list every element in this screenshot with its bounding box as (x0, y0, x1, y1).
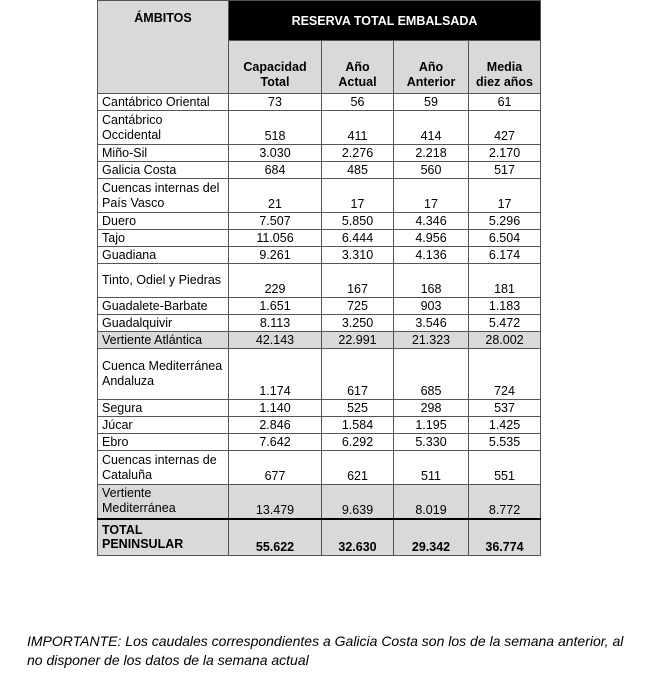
table-row (98, 298, 541, 315)
row-value: 1.195 (394, 417, 469, 434)
row-value: 6.444 (322, 230, 394, 247)
row-value: 17 (469, 179, 541, 213)
row-value: 518 (229, 111, 322, 145)
row-value: 42.143 (229, 332, 322, 349)
table-row (98, 434, 541, 451)
row-value: 6.174 (469, 247, 541, 264)
row-value: 6.504 (469, 230, 541, 247)
table-row (98, 485, 541, 519)
table-body (98, 94, 541, 556)
row-value: 168 (394, 264, 469, 298)
footnote-label: IMPORTANTE: (27, 633, 122, 649)
row-value: 537 (469, 400, 541, 417)
row-value: 414 (394, 111, 469, 145)
row-value: 1.584 (322, 417, 394, 434)
header-reserva-total: RESERVA TOTAL EMBALSADA (229, 1, 541, 41)
row-value: 8.019 (394, 485, 469, 519)
table-row (98, 145, 541, 162)
table-row (98, 94, 541, 111)
row-value: 2.846 (229, 417, 322, 434)
row-value: 11.056 (229, 230, 322, 247)
row-name: Galicia Costa (98, 162, 229, 179)
row-name: Cantábrico Oriental (98, 94, 229, 111)
row-value: 55.622 (229, 519, 322, 556)
row-value: 32.630 (322, 519, 394, 556)
row-value: 5.850 (322, 213, 394, 230)
row-value: 2.170 (469, 145, 541, 162)
header-anio-anterior: Año Anterior (394, 41, 469, 94)
table-row (98, 417, 541, 434)
row-name: Duero (98, 213, 229, 230)
row-value: 725 (322, 298, 394, 315)
footnote (27, 632, 627, 670)
table-row (98, 162, 541, 179)
row-name: Segura (98, 400, 229, 417)
row-value: 485 (322, 162, 394, 179)
row-value: 298 (394, 400, 469, 417)
row-value: 9.639 (322, 485, 394, 519)
table-row (98, 111, 541, 145)
row-value: 21 (229, 179, 322, 213)
row-value: 2.276 (322, 145, 394, 162)
row-value: 8.113 (229, 315, 322, 332)
row-name: Ebro (98, 434, 229, 451)
row-value: 517 (469, 162, 541, 179)
table-row (98, 332, 541, 349)
row-value: 21.323 (394, 332, 469, 349)
row-value: 685 (394, 349, 469, 400)
row-value: 903 (394, 298, 469, 315)
row-value: 9.261 (229, 247, 322, 264)
row-value: 617 (322, 349, 394, 400)
header-anio-actual: Año Actual (322, 41, 394, 94)
row-value: 1.140 (229, 400, 322, 417)
footnote-text: Los caudales correspondientes a Galicia Costa son los de la semana anterior, al no disponer de los datos de la semana actual (27, 633, 624, 668)
row-value: 3.546 (394, 315, 469, 332)
row-value: 17 (322, 179, 394, 213)
row-value: 56 (322, 94, 394, 111)
header-capacidad-total: Capacidad Total (229, 41, 322, 94)
row-name: Miño-Sil (98, 145, 229, 162)
row-value: 4.136 (394, 247, 469, 264)
row-name: TOTAL PENINSULAR (98, 519, 229, 556)
row-value: 724 (469, 349, 541, 400)
table-row (98, 519, 541, 556)
reservoir-table (97, 0, 541, 556)
row-value: 7.507 (229, 213, 322, 230)
row-name: Cuencas internas del País Vasco (98, 179, 229, 213)
row-name: Guadalete-Barbate (98, 298, 229, 315)
row-name: Tajo (98, 230, 229, 247)
table-row (98, 247, 541, 264)
row-value: 4.956 (394, 230, 469, 247)
row-name: Tinto, Odiel y Piedras (98, 264, 229, 298)
table-row (98, 349, 541, 400)
header-ambitos: ÁMBITOS (98, 1, 229, 94)
table-row (98, 451, 541, 485)
row-value: 13.479 (229, 485, 322, 519)
row-value: 4.346 (394, 213, 469, 230)
table-row (98, 213, 541, 230)
row-name: Júcar (98, 417, 229, 434)
row-value: 181 (469, 264, 541, 298)
row-value: 621 (322, 451, 394, 485)
row-value: 525 (322, 400, 394, 417)
row-name: Cuenca Mediterránea Andaluza (98, 349, 229, 400)
row-value: 36.774 (469, 519, 541, 556)
row-name: Cantábrico Occidental (98, 111, 229, 145)
row-name: Guadalquivir (98, 315, 229, 332)
table-row (98, 179, 541, 213)
row-value: 1.183 (469, 298, 541, 315)
row-value: 167 (322, 264, 394, 298)
row-value: 3.250 (322, 315, 394, 332)
row-value: 5.330 (394, 434, 469, 451)
row-value: 3.310 (322, 247, 394, 264)
row-value: 59 (394, 94, 469, 111)
row-value: 29.342 (394, 519, 469, 556)
row-value: 1.174 (229, 349, 322, 400)
row-value: 560 (394, 162, 469, 179)
row-value: 3.030 (229, 145, 322, 162)
row-value: 7.642 (229, 434, 322, 451)
row-value: 1.651 (229, 298, 322, 315)
row-value: 2.218 (394, 145, 469, 162)
row-name: Vertiente Atlántica (98, 332, 229, 349)
header-media-diez-anios: Media diez años (469, 41, 541, 94)
row-value: 61 (469, 94, 541, 111)
table-row (98, 264, 541, 298)
row-name: Vertiente Mediterránea (98, 485, 229, 519)
row-value: 229 (229, 264, 322, 298)
table-row (98, 315, 541, 332)
row-value: 677 (229, 451, 322, 485)
row-value: 28.002 (469, 332, 541, 349)
row-value: 1.425 (469, 417, 541, 434)
row-name: Cuencas internas de Cataluña (98, 451, 229, 485)
row-name: Guadiana (98, 247, 229, 264)
row-value: 5.296 (469, 213, 541, 230)
row-value: 8.772 (469, 485, 541, 519)
row-value: 5.535 (469, 434, 541, 451)
row-value: 17 (394, 179, 469, 213)
row-value: 73 (229, 94, 322, 111)
row-value: 6.292 (322, 434, 394, 451)
row-value: 22.991 (322, 332, 394, 349)
row-value: 411 (322, 111, 394, 145)
row-value: 427 (469, 111, 541, 145)
row-value: 5.472 (469, 315, 541, 332)
row-value: 551 (469, 451, 541, 485)
row-value: 684 (229, 162, 322, 179)
table-row (98, 230, 541, 247)
row-value: 511 (394, 451, 469, 485)
header-row-top (98, 1, 541, 41)
table-row (98, 400, 541, 417)
